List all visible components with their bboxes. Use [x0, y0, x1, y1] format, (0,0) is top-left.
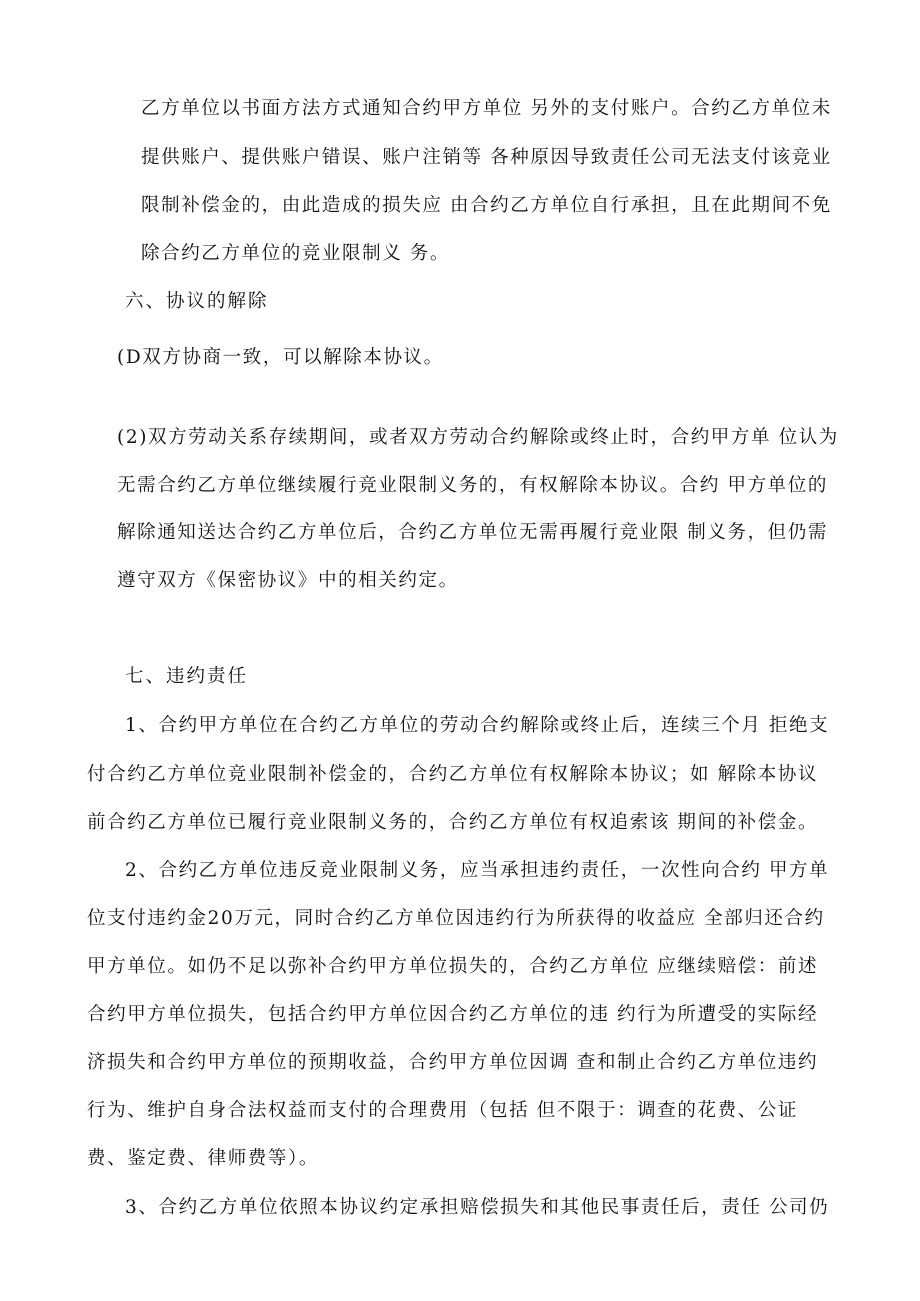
body-line: 3、合约乙方单位依照本协议约定承担赔偿损失和其他民事责任后，责任 公司仍	[125, 1197, 830, 1218]
body-line: 行为、维护自身合法权益而支付的合理费用（包括 但不限于：调查的花费、公证	[87, 1100, 798, 1121]
section-heading: 六、协议的解除	[125, 291, 269, 312]
body-line: 解除通知送达合约乙方单位后，合约乙方单位无需再履行竞业限 制义务，但仍需	[117, 522, 828, 543]
section-heading: 七、违约责任	[125, 666, 249, 687]
body-line: 限制补偿金的，由此造成的损失应 由合约乙方单位自行承担，且在此期间不免	[141, 195, 832, 216]
body-line: 乙方单位以书面方法方式通知合约甲方单位 另外的支付账户。合约乙方单位未	[141, 98, 832, 119]
body-line: 费、鉴定费、律师费等）。	[87, 1148, 319, 1169]
list-item: (D双方协商一致，可以解除本协议。	[117, 347, 444, 368]
body-line: 甲方单位。如仍不足以弥补合约甲方单位损失的，合约乙方单位 应继续赔偿：前述	[87, 956, 819, 977]
body-line: 无需合约乙方单位继续履行竞业限制义务的，有权解除本协议。合约 甲方单位的	[117, 475, 828, 496]
body-line: 提供账户、提供账户错误、账户注销等 各种原因导致责任公司无法支付该竞业	[141, 147, 832, 168]
body-line: 合约甲方单位损失，包括合约甲方单位因合约乙方单位的违 约行为所遭受的实际经	[87, 1004, 819, 1025]
body-line: (2)双方劳动关系存续期间，或者双方劳动合约解除或终止时，合约甲方单 位认为	[117, 427, 839, 448]
body-line: 除合约乙方单位的竞业限制义 务。	[141, 243, 450, 264]
body-line: 济损失和合约甲方单位的预期收益，合约甲方单位因调 查和制止合约乙方单位违约	[87, 1052, 819, 1073]
body-line: 付合约乙方单位竞业限制补偿金的，合约乙方单位有权解除本协议；如 解除本协议	[87, 764, 819, 785]
body-line: 2、合约乙方单位违反竞业限制义务，应当承担违约责任，一次性向合约 甲方单	[125, 860, 830, 881]
body-line: 位支付违约金20万元，同时合约乙方单位因违约行为所获得的收益应 全部归还合约	[87, 908, 825, 929]
body-line: 遵守双方《保密协议》中的相关约定。	[117, 570, 459, 591]
body-line: 1、合约甲方单位在合约乙方单位的劳动合约解除或终止后，连续三个月 拒绝支	[125, 715, 830, 736]
body-line: 前合约乙方单位已履行竞业限制义务的，合约乙方单位有权追索该 期间的补偿金。	[87, 812, 819, 833]
